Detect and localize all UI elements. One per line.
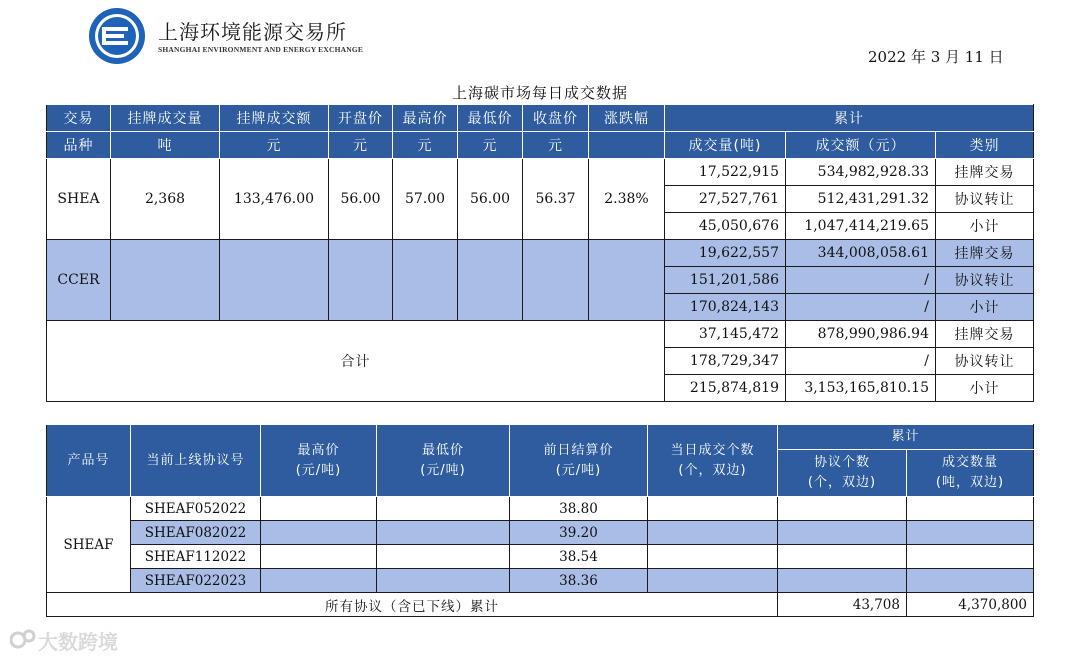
high-cell	[261, 521, 377, 545]
cum-type-cell: 小计	[936, 294, 1034, 321]
header-change: 涨跌幅	[589, 105, 665, 132]
exchange-logo-icon	[88, 7, 146, 65]
table-footer-row	[47, 593, 1034, 617]
high-cell	[261, 569, 377, 593]
header-low-unit: (元/吨)	[420, 462, 466, 478]
page-header	[0, 0, 1080, 80]
header-quantity-label: 成交数量	[942, 455, 999, 470]
futures-contract-table	[46, 424, 1034, 617]
table1-title: 上海碳市场每日成交数据	[451, 84, 628, 102]
prev-settle-cell: 38.36	[510, 569, 648, 593]
org-name-cn: 上海环境能源交易所	[158, 20, 347, 44]
cum-volume-cell: 215,874,819	[665, 375, 786, 402]
header-deals-unit: (个，双边)	[678, 462, 747, 478]
header-change-unit	[589, 132, 665, 159]
low-cell	[377, 569, 510, 593]
cum-amount-cell: 512,431,291.32	[786, 186, 936, 213]
agreements-cell	[778, 569, 907, 593]
org-name-en: SHANGHAI ENVIRONMENT AND ENERGY EXCHANGE	[158, 45, 364, 54]
quantity-cell	[907, 545, 1034, 569]
header-cumulative: 累计	[778, 425, 1034, 450]
table-row	[47, 497, 1034, 521]
table-row	[47, 159, 1034, 186]
contract-cell: SHEAF022023	[131, 569, 261, 593]
ccer-listed-amount	[220, 240, 329, 321]
agreements-cell	[778, 497, 907, 521]
prev-settle-cell: 38.80	[510, 497, 648, 521]
header-deals-label: 当日成交个数	[670, 442, 755, 458]
cum-type-cell: 挂牌交易	[936, 240, 1034, 267]
shea-change: 2.38%	[589, 159, 665, 240]
header-prev-settle-label: 前日结算价	[543, 442, 614, 458]
report-date: 2022 年 3 月 11 日	[868, 48, 1004, 66]
variety-shea: SHEA	[47, 159, 111, 240]
header-close: 收盘价	[523, 105, 589, 132]
deals-cell	[648, 497, 778, 521]
header-low-label: 最低价	[421, 442, 464, 458]
cum-volume-cell: 178,729,347	[665, 348, 786, 375]
cum-volume-cell: 45,050,676	[665, 213, 786, 240]
header-high	[261, 425, 377, 497]
total-label: 合计	[47, 321, 665, 402]
deals-cell	[648, 521, 778, 545]
ccer-low	[458, 240, 523, 321]
table1-header-row-1	[47, 105, 1034, 132]
cum-volume-cell: 37,145,472	[665, 321, 786, 348]
cum-type-cell: 协议转让	[936, 348, 1034, 375]
watermark-text: 大数跨境	[38, 630, 118, 654]
header-cumulative: 累计	[665, 105, 1034, 132]
high-cell	[261, 545, 377, 569]
table2-header-row-1	[47, 425, 1034, 450]
cum-type-cell: 挂牌交易	[936, 321, 1034, 348]
prev-settle-cell: 39.20	[510, 521, 648, 545]
header-variety-2: 品种	[47, 132, 111, 159]
cum-volume-cell: 151,201,586	[665, 267, 786, 294]
prev-settle-cell: 38.54	[510, 545, 648, 569]
quantity-cell	[907, 521, 1034, 545]
shea-listed-volume: 2,368	[111, 159, 220, 240]
header-close-unit: 元	[523, 132, 589, 159]
header-open: 开盘价	[329, 105, 393, 132]
cum-type-cell: 小计	[936, 213, 1034, 240]
footer-agreements: 43,708	[778, 593, 907, 617]
ccer-close	[523, 240, 589, 321]
cum-volume-cell: 170,824,143	[665, 294, 786, 321]
cum-type-cell: 协议转让	[936, 186, 1034, 213]
contract-cell: SHEAF082022	[131, 521, 261, 545]
cum-amount-cell: /	[786, 294, 936, 321]
table-row	[47, 240, 1034, 267]
header-agreements-unit: (个，双边)	[807, 475, 877, 490]
header-quantity	[907, 450, 1034, 497]
cum-amount-cell: 534,982,928.33	[786, 159, 936, 186]
shea-low: 56.00	[458, 159, 523, 240]
header-listed-amount: 挂牌成交额	[220, 105, 329, 132]
ccer-open	[329, 240, 393, 321]
table-row	[47, 569, 1034, 593]
header-agreements-label: 协议个数	[813, 455, 870, 470]
header-prev-settle	[510, 425, 648, 497]
header-low	[377, 425, 510, 497]
cum-amount-cell: /	[786, 267, 936, 294]
watermark-logo-icon	[10, 628, 38, 650]
cum-type-cell: 协议转让	[936, 267, 1034, 294]
daily-trading-table	[46, 104, 1034, 402]
high-cell	[261, 497, 377, 521]
deals-cell	[648, 545, 778, 569]
agreements-cell	[778, 521, 907, 545]
header-listed-volume-unit: 吨	[111, 132, 220, 159]
header-high-unit: 元	[393, 132, 458, 159]
deals-cell	[648, 569, 778, 593]
header-low: 最低价	[458, 105, 523, 132]
low-cell	[377, 497, 510, 521]
cum-amount-cell: 3,153,165,810.15	[786, 375, 936, 402]
cum-type-cell: 挂牌交易	[936, 159, 1034, 186]
table1-header-row-2	[47, 132, 1034, 159]
contract-cell: SHEAF052022	[131, 497, 261, 521]
contract-cell: SHEAF112022	[131, 545, 261, 569]
header-cum-amount: 成交额（元）	[786, 132, 936, 159]
table-row	[47, 545, 1034, 569]
ccer-change	[589, 240, 665, 321]
low-cell	[377, 545, 510, 569]
header-high-label: 最高价	[297, 442, 340, 458]
shea-listed-amount: 133,476.00	[220, 159, 329, 240]
header-high: 最高价	[393, 105, 458, 132]
cum-type-cell: 小计	[936, 375, 1034, 402]
cum-volume-cell: 17,522,915	[665, 159, 786, 186]
header-low-unit: 元	[458, 132, 523, 159]
cum-amount-cell: /	[786, 348, 936, 375]
header-product: 产品号	[47, 425, 131, 497]
cum-amount-cell: 878,990,986.94	[786, 321, 936, 348]
shea-high: 57.00	[393, 159, 458, 240]
header-cum-type: 类别	[936, 132, 1034, 159]
low-cell	[377, 521, 510, 545]
header-agreements	[778, 450, 907, 497]
cum-volume-cell: 27,527,761	[665, 186, 786, 213]
header-prev-settle-unit: (元/吨)	[555, 462, 602, 478]
header-contract: 当前上线协议号	[131, 425, 261, 497]
header-listed-amount-unit: 元	[220, 132, 329, 159]
cum-amount-cell: 344,008,058.61	[786, 240, 936, 267]
header-high-unit: (元/吨)	[295, 462, 342, 478]
quantity-cell	[907, 497, 1034, 521]
cum-volume-cell: 19,622,557	[665, 240, 786, 267]
product-sheaf: SHEAF	[47, 497, 131, 593]
ccer-high	[393, 240, 458, 321]
table-row	[47, 321, 1034, 348]
shea-open: 56.00	[329, 159, 393, 240]
cum-amount-cell: 1,047,414,219.65	[786, 213, 936, 240]
table-row	[47, 521, 1034, 545]
header-variety: 交易	[47, 105, 111, 132]
footer-label: 所有协议（含已下线）累计	[47, 593, 778, 617]
quantity-cell	[907, 569, 1034, 593]
header-quantity-unit: (吨，双边)	[935, 475, 1005, 490]
header-cum-volume: 成交量(吨)	[665, 132, 786, 159]
header-open-unit: 元	[329, 132, 393, 159]
header-listed-volume: 挂牌成交量	[111, 105, 220, 132]
variety-ccer: CCER	[47, 240, 111, 321]
ccer-listed-volume	[111, 240, 220, 321]
footer-quantity: 4,370,800	[907, 593, 1034, 617]
agreements-cell	[778, 545, 907, 569]
shea-close: 56.37	[523, 159, 589, 240]
header-deals	[648, 425, 778, 497]
